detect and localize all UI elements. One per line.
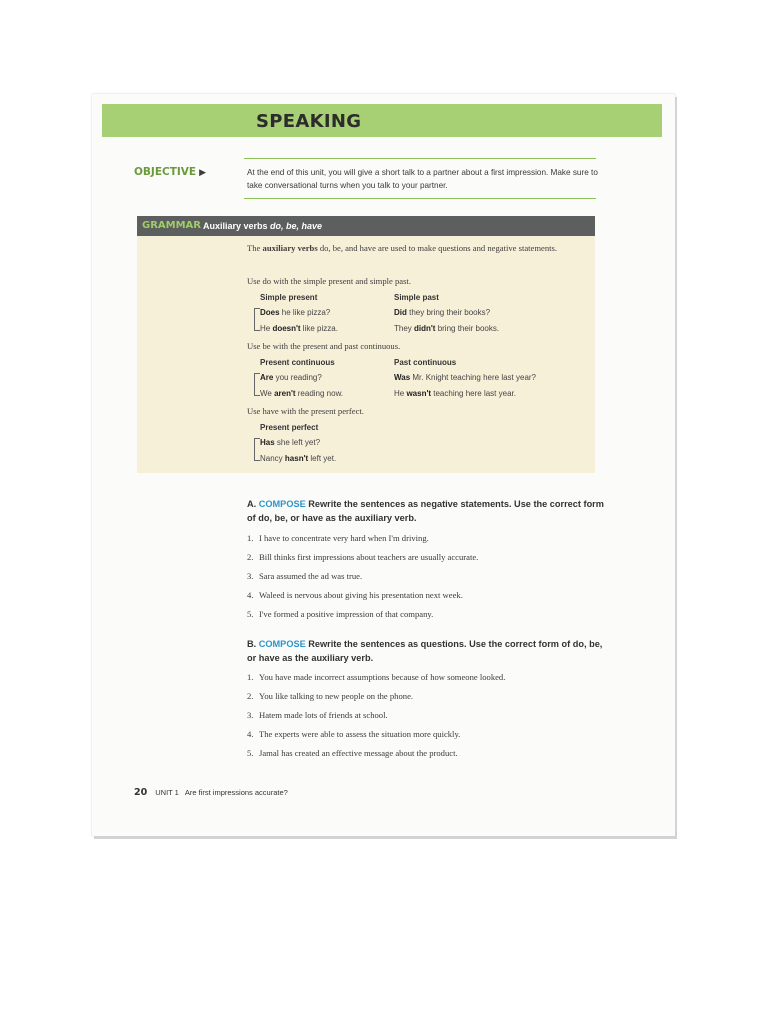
grammar-subtitle-prefix: Auxiliary verbs (203, 221, 271, 231)
past-continuous-negative (394, 389, 516, 398)
grammar-header (137, 216, 595, 236)
item-number: 2. (247, 552, 254, 562)
item-number: 2. (247, 691, 254, 701)
exercise-b-letter: B. (247, 639, 257, 649)
item-number: 3. (247, 710, 254, 720)
item-number: 4. (247, 590, 254, 600)
objective-label (134, 166, 206, 178)
example-rest: she left yet? (274, 438, 321, 447)
item-text: I've formed a positive impression of that company. (259, 609, 434, 619)
example-bold: Did (394, 308, 407, 317)
page-footer (134, 787, 288, 798)
unit-label: UNIT 1 (155, 788, 179, 797)
grammar-subtitle-verbs: do, be, have (270, 221, 323, 231)
exercise-a-item (247, 552, 607, 562)
example-post: like pizza. (300, 324, 338, 333)
item-number: 4. (247, 729, 254, 739)
example-bold: didn't (414, 324, 436, 333)
item-text: You like talking to new people on the phone. (259, 691, 414, 701)
present-perfect-question (260, 438, 320, 447)
unit-title: Are first impressions accurate? (184, 788, 288, 797)
exercise-a-compose: COMPOSE (258, 499, 306, 509)
item-number: 1. (247, 533, 254, 543)
objective-arrow-icon: ▶ (199, 168, 207, 178)
example-bold: doesn't (272, 324, 301, 333)
example-pre: He (394, 389, 407, 398)
present-continuous-heading: Present continuous (260, 358, 335, 367)
simple-present-heading: Simple present (260, 293, 318, 302)
item-text: Sara assumed the ad was true. (259, 571, 363, 581)
example-post: left yet. (308, 454, 337, 463)
exercise-a-item (247, 609, 607, 619)
item-text: Bill thinks first impressions about teachers are usually accurate. (259, 552, 479, 562)
example-bold: hasn't (284, 454, 309, 463)
exercise-b-item (247, 710, 607, 720)
simple-past-question (394, 308, 490, 317)
simple-past-negative (394, 324, 499, 333)
example-bold: aren't (274, 389, 296, 398)
exercise-a-heading (247, 497, 607, 525)
example-pre: He (260, 324, 273, 333)
objective-label-text: OBJECTIVE (134, 166, 197, 178)
item-text: I have to concentrate very hard when I'm driving. (259, 533, 429, 543)
example-pre: Nancy (260, 454, 285, 463)
example-bold: Has (260, 438, 275, 447)
exercise-a-item (247, 533, 607, 543)
example-pre: We (260, 389, 275, 398)
example-bold: Was (394, 373, 411, 382)
exercise-b-item (247, 691, 607, 701)
grammar-intro (247, 242, 587, 255)
present-continuous-question (260, 373, 322, 382)
exercise-b-item (247, 729, 607, 739)
example-rest: they bring their books? (406, 308, 491, 317)
simple-past-heading: Simple past (394, 293, 439, 302)
item-number: 1. (247, 672, 254, 682)
exercise-a-instruction: Rewrite the sentences as negative statements. Use the correct form of do, be, or have as the auxiliary verb. (247, 499, 604, 523)
example-rest: Mr. Knight teaching here last year? (410, 373, 537, 382)
exercise-b-instruction: Rewrite the sentences as questions. Use the correct form of do, be, or have as the auxiliary verb. (247, 639, 603, 663)
exercise-b-compose: COMPOSE (258, 639, 306, 649)
exercise-a-letter: A. (247, 499, 257, 509)
example-pre: They (394, 324, 415, 333)
item-text: The experts were able to assess the situation more quickly. (259, 729, 461, 739)
example-post: reading now. (295, 389, 344, 398)
example-rest: you reading? (273, 373, 322, 382)
exercise-a-item (247, 571, 607, 581)
grammar-intro-post: do, be, and have are used to make questions and negative statements. (317, 243, 558, 253)
example-bold: Are (260, 373, 274, 382)
example-bold: Does (260, 308, 280, 317)
past-continuous-heading: Past continuous (394, 358, 457, 367)
grammar-intro-bold: auxiliary verbs (262, 243, 318, 253)
item-text: Hatem made lots of friends at school. (259, 710, 388, 720)
grammar-intro-pre: The (247, 243, 263, 253)
grammar-have-rule: Use have with the present perfect. (247, 406, 364, 416)
example-post: teaching here last year. (431, 389, 516, 398)
grammar-do-rule: Use do with the simple present and simple past. (247, 276, 411, 286)
item-text: Waleed is nervous about giving his presentation next week. (259, 590, 463, 600)
exercise-b-heading (247, 637, 607, 665)
example-bold: wasn't (406, 389, 432, 398)
example-rest: he like pizza? (279, 308, 331, 317)
present-perfect-heading: Present perfect (260, 423, 319, 432)
exercise-b-item (247, 672, 607, 682)
section-title: SPEAKING (256, 111, 362, 132)
objective-divider-top (244, 158, 596, 159)
textbook-page (92, 94, 675, 836)
present-continuous-negative (260, 389, 343, 398)
present-perfect-negative (260, 454, 336, 463)
item-number: 5. (247, 748, 254, 758)
grammar-label: GRAMMAR (142, 220, 201, 231)
item-text: Jamal has created an effective message about the product. (259, 748, 458, 758)
item-text: You have made incorrect assumptions because of how someone looked. (259, 672, 506, 682)
grammar-subtitle (203, 221, 322, 231)
example-post: bring their books. (435, 324, 500, 333)
objective-text: At the end of this unit, you will give a short talk to a partner about a first impression. Make sure to take conversational turns when you talk to your partner. (247, 168, 598, 190)
past-continuous-question (394, 373, 536, 382)
item-number: 5. (247, 609, 254, 619)
item-number: 3. (247, 571, 254, 581)
grammar-be-rule: Use be with the present and past continuous. (247, 341, 401, 351)
simple-present-negative (260, 324, 338, 333)
page-number: 20 (134, 787, 148, 798)
simple-present-question (260, 308, 330, 317)
grammar-box (137, 236, 595, 473)
exercise-b-item (247, 748, 607, 758)
section-banner (102, 104, 662, 137)
objective-divider-bottom (244, 198, 596, 199)
exercise-a-item (247, 590, 607, 600)
